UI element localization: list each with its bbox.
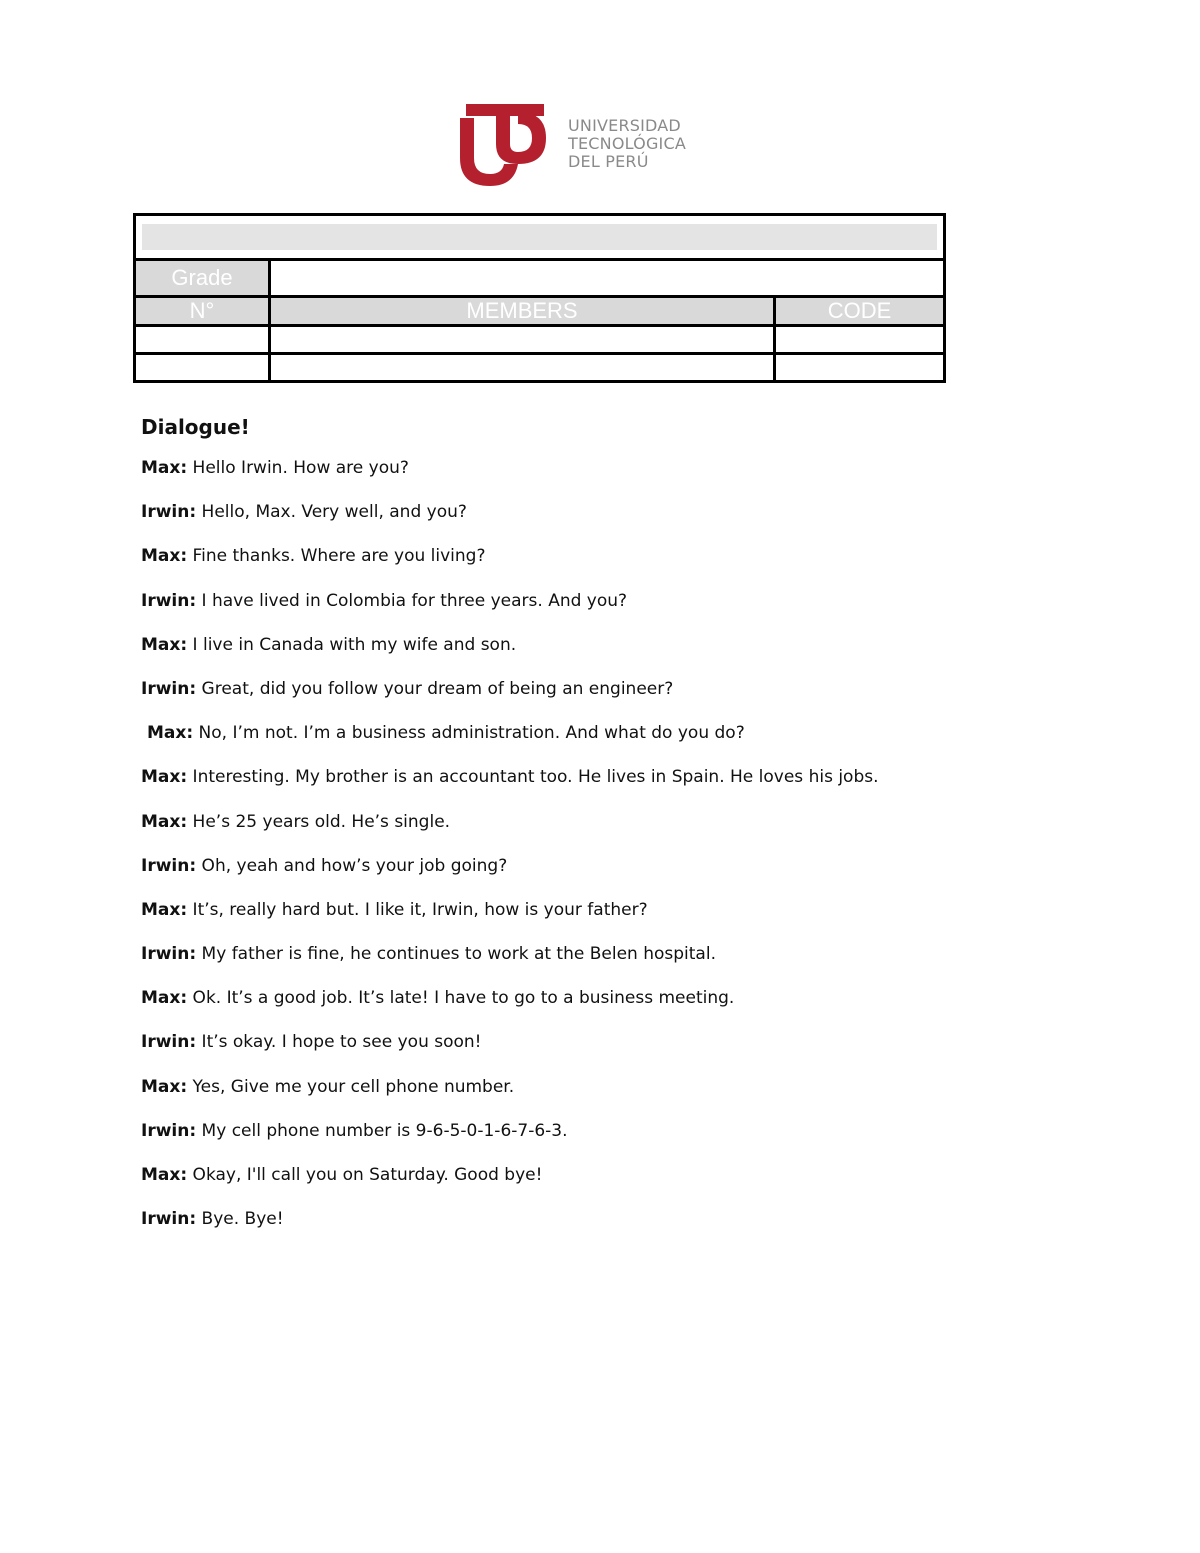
dialogue-line: [141, 888, 1041, 932]
dialogue-line: [141, 711, 1041, 755]
dialogue-line: [141, 800, 1041, 844]
title-field[interactable]: [142, 224, 937, 250]
dialogue-line: [141, 667, 1041, 711]
line-text: My cell phone number is 9-6-5-0-1-6-7-6-3.: [196, 1120, 568, 1141]
speaker-name: Max:: [141, 988, 188, 1009]
dialogue-line: [141, 446, 1041, 490]
dialogue-line: [141, 932, 1041, 976]
logo-line-3: DEL PERÚ: [568, 152, 649, 171]
line-text: It’s okay. I hope to see you soon!: [196, 1032, 482, 1053]
dialogue-title: Dialogue!: [141, 415, 250, 439]
title-cell[interactable]: [135, 215, 945, 260]
grade-value-cell[interactable]: [270, 260, 945, 297]
speaker-name: Irwin:: [141, 1120, 197, 1141]
logo-line-2: TECNOLÓGICA: [568, 134, 686, 153]
speaker-name: Max:: [141, 767, 188, 788]
dialogue-line: [141, 976, 1041, 1020]
speaker-name: Max:: [141, 1165, 188, 1185]
speaker-name: Irwin:: [141, 855, 197, 876]
speaker-name: Irwin:: [141, 502, 197, 523]
speaker-name: Irwin:: [141, 590, 197, 611]
line-text: Fine thanks. Where are you living?: [187, 546, 486, 567]
dialogue-line: [141, 844, 1041, 888]
line-text: I have lived in Colombia for three years. And you?: [196, 590, 628, 611]
line-text: It’s, really hard but. I like it, Irwin, how is your father?: [187, 899, 648, 920]
dialogue-line: [141, 1109, 1041, 1153]
table-cell[interactable]: [135, 326, 270, 354]
line-text: Bye. Bye!: [196, 1209, 284, 1230]
speaker-name: Irwin:: [141, 678, 197, 699]
table-row: [135, 354, 945, 382]
line-text: He’s 25 years old. He’s single.: [187, 811, 451, 832]
table-cell[interactable]: [775, 354, 945, 382]
table-cell[interactable]: [270, 326, 775, 354]
line-text: Interesting. My brother is an accountant too. He lives in Spain. He loves his jobs.: [187, 767, 879, 788]
line-text: No, I’m not. I’m a business administration. And what do you do?: [193, 723, 745, 744]
col-members-header: MEMBERS: [270, 297, 775, 326]
line-text: Oh, yeah and how’s your job going?: [196, 855, 508, 876]
speaker-name: Max:: [141, 899, 188, 920]
line-text: My father is fine, he continues to work at the Belen hospital.: [196, 944, 716, 965]
university-logo: [456, 100, 696, 190]
line-text: Ok. It’s a good job. It’s late! I have to go to a business meeting.: [187, 988, 735, 1009]
speaker-name: Max:: [141, 546, 188, 567]
dialogue-line: [141, 755, 1041, 799]
group-info-table: [133, 213, 946, 383]
dialogue-line: [141, 534, 1041, 578]
table-row: [135, 326, 945, 354]
dialogue-line: [141, 490, 1041, 534]
grade-label: Grade: [135, 260, 270, 297]
table-cell[interactable]: [775, 326, 945, 354]
speaker-name: Irwin:: [141, 944, 197, 965]
speaker-name: Max:: [147, 723, 194, 744]
logo-wordmark: [568, 117, 686, 171]
table-header-row: [135, 297, 945, 326]
speaker-name: Irwin:: [141, 1032, 197, 1053]
utp-logo-mark-icon: [456, 100, 548, 190]
line-text: Great, did you follow your dream of being an engineer?: [196, 678, 674, 699]
col-number-header: N°: [135, 297, 270, 326]
dialogue-line: [141, 579, 1041, 623]
line-text: I live in Canada with my wife and son.: [187, 634, 517, 655]
table-cell[interactable]: [270, 354, 775, 382]
logo-line-1: UNIVERSIDAD: [568, 116, 681, 135]
speaker-name: Max:: [141, 458, 188, 478]
grade-row: [135, 260, 945, 297]
col-code-header: CODE: [775, 297, 945, 326]
dialogue-line: [141, 1020, 1041, 1064]
speaker-name: Max:: [141, 811, 188, 832]
line-text: Hello Irwin. How are you?: [187, 458, 409, 478]
line-text: Okay, I'll call you on Saturday. Good bye!: [187, 1165, 543, 1185]
speaker-name: Max:: [141, 634, 188, 655]
line-text: Yes, Give me your cell phone number.: [187, 1076, 515, 1097]
line-text: Hello, Max. Very well, and you?: [196, 502, 467, 523]
dialogue-line: [141, 1197, 1041, 1241]
dialogue-line: [141, 623, 1041, 667]
speaker-name: Max:: [141, 1076, 188, 1097]
table-cell[interactable]: [135, 354, 270, 382]
dialogue-section: [141, 408, 1041, 1241]
dialogue-line: [141, 1153, 1041, 1197]
speaker-name: Irwin:: [141, 1209, 197, 1230]
dialogue-line: [141, 1065, 1041, 1109]
table-title-row: [135, 215, 945, 260]
